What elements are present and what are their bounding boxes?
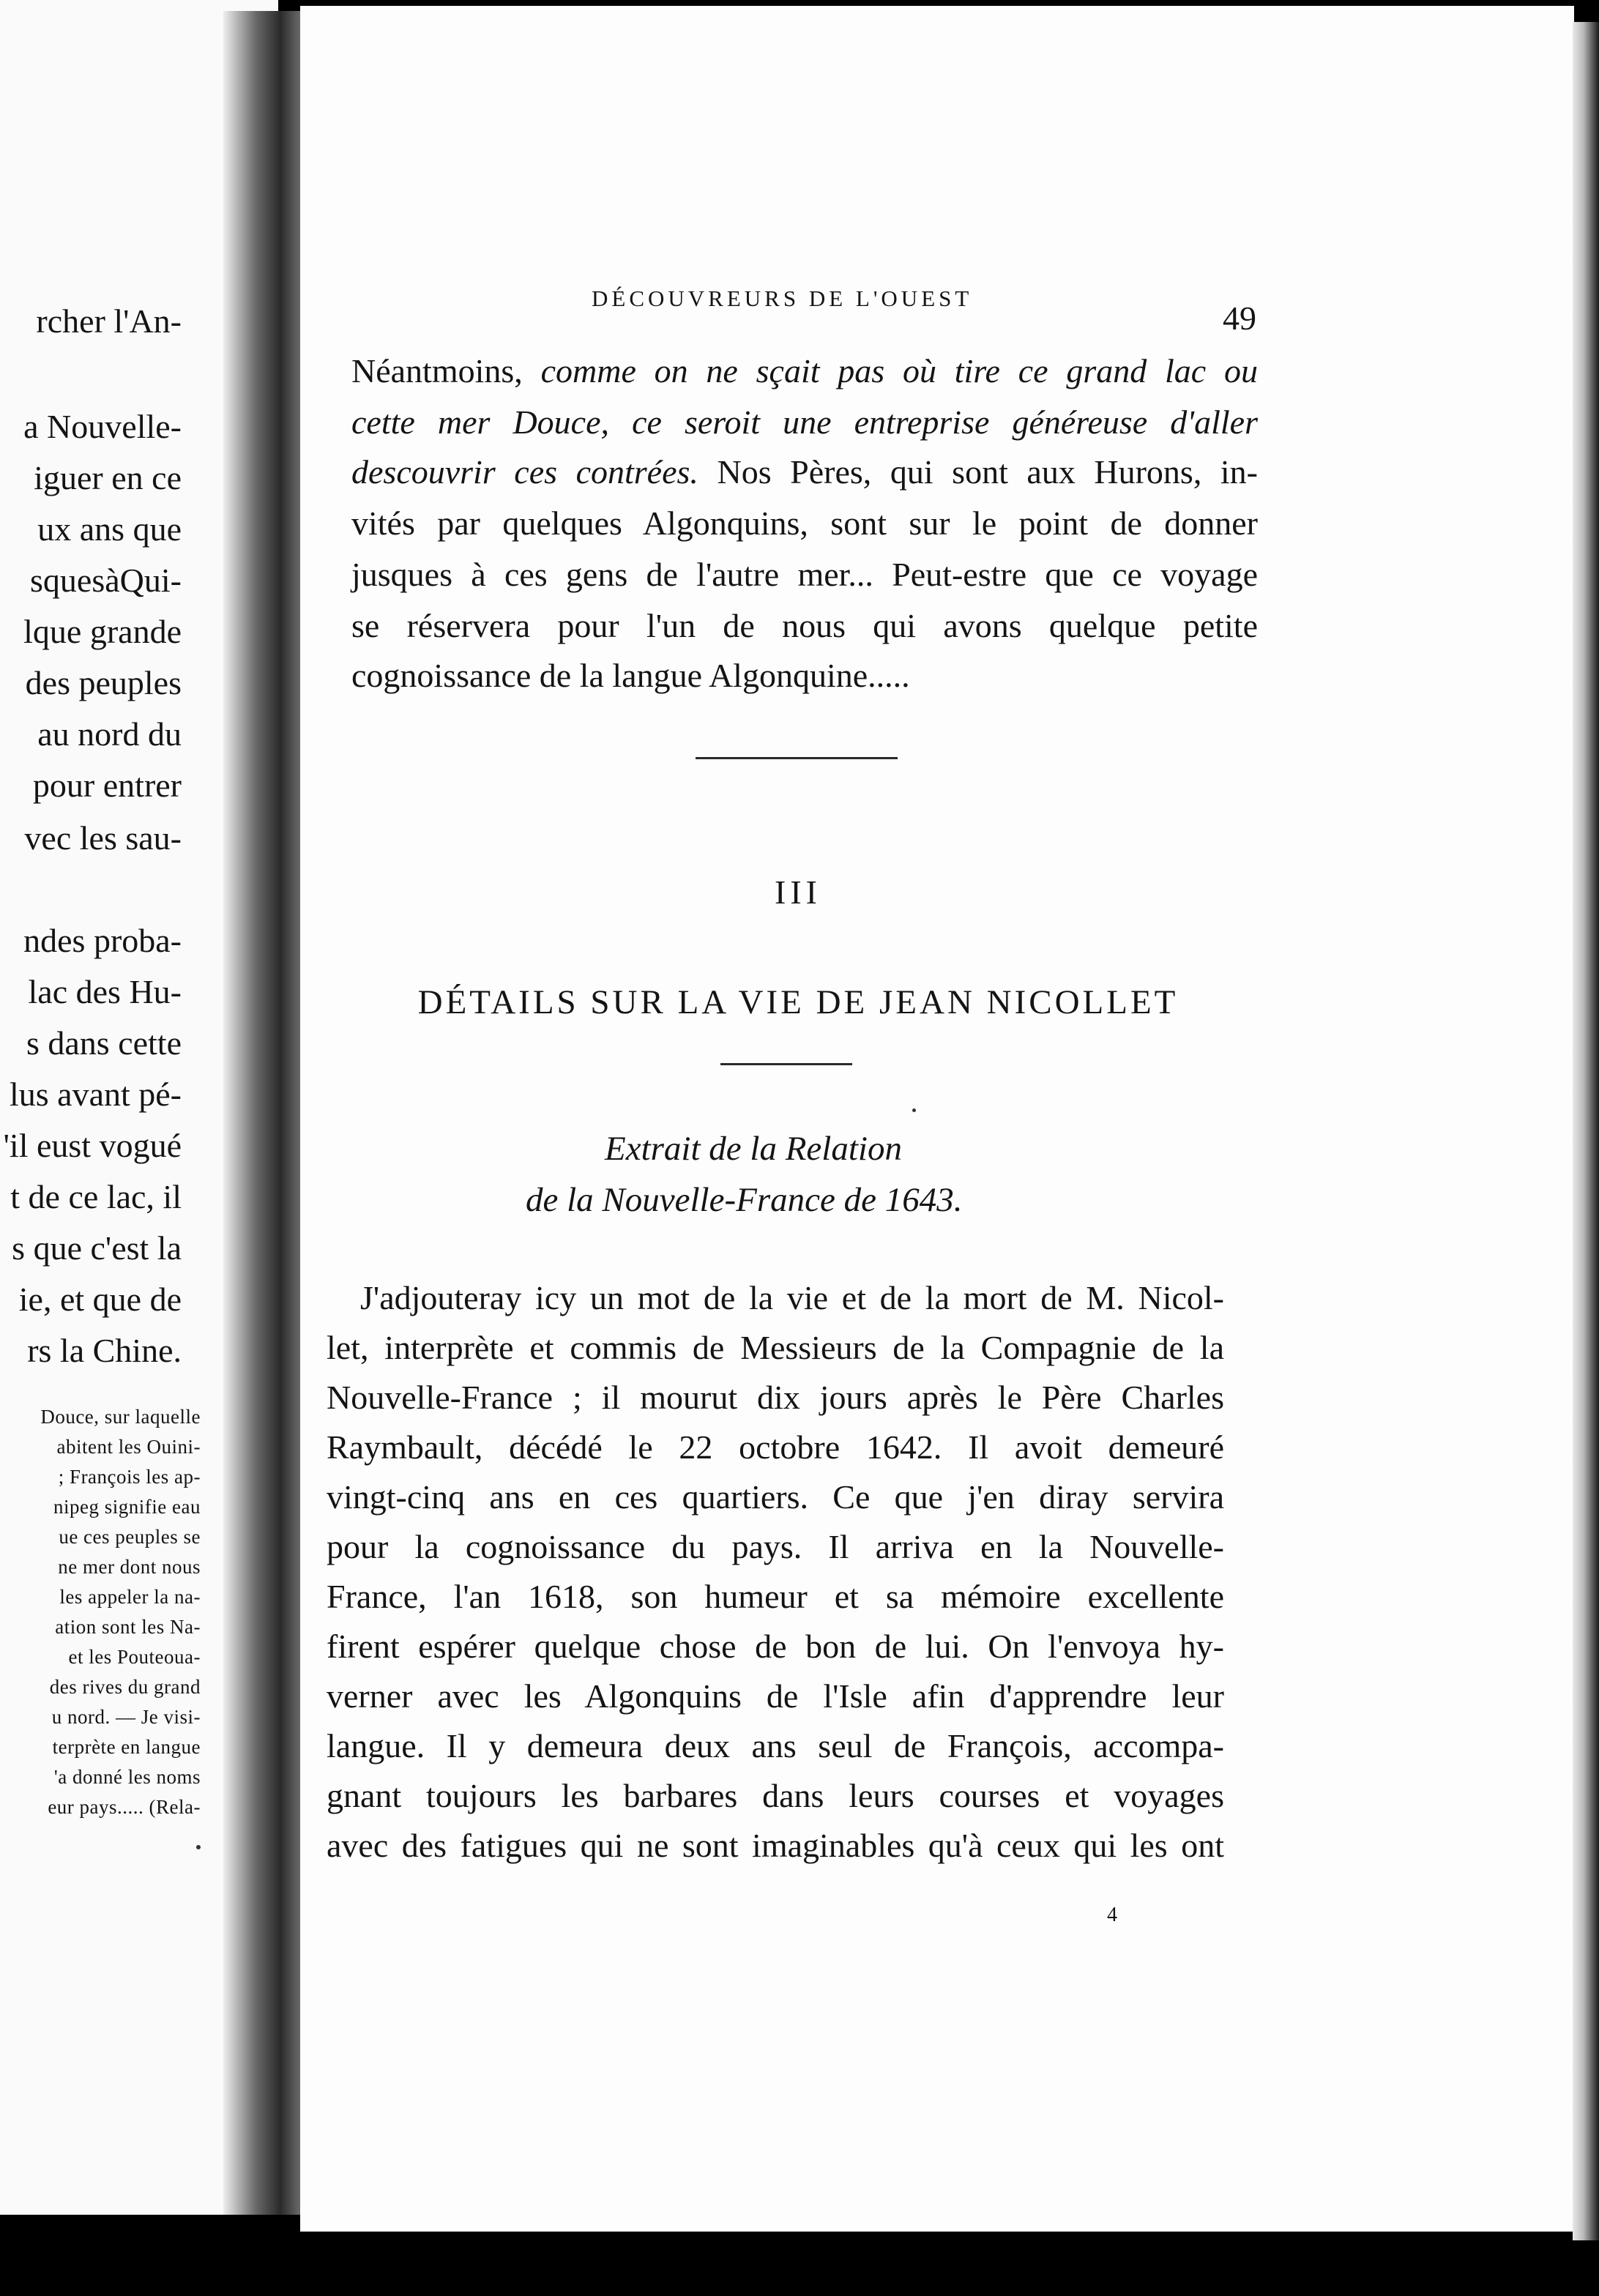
section-title: DÉTAILS SUR LA VIE DE JEAN NICOLLET bbox=[417, 983, 1179, 1021]
left-line: ie, et que de bbox=[18, 1281, 182, 1318]
subtitle-line-1: Extrait de la Relation bbox=[605, 1130, 902, 1168]
section-divider bbox=[696, 757, 898, 759]
left-line: lac des Hu- bbox=[28, 973, 182, 1010]
left-line: au nord du bbox=[37, 715, 182, 753]
left-footnote-line: ue ces peuples se bbox=[59, 1526, 201, 1548]
left-line: pour entrer bbox=[32, 767, 182, 804]
left-line: s que c'est la bbox=[12, 1229, 182, 1267]
page-edge-shadow bbox=[1573, 22, 1599, 2240]
left-line: ux ans que bbox=[37, 510, 182, 548]
left-footnote-line: ation sont les Na- bbox=[55, 1616, 201, 1638]
signature-mark: 4 bbox=[1107, 1904, 1117, 1926]
paragraph-line: Raymbault, décédé le 22 octobre 1642. Il avoit demeuré bbox=[327, 1428, 1224, 1466]
paragraph-line: cognoissance de la langue Algonquine..... bbox=[351, 657, 910, 694]
left-line: lque grande bbox=[23, 613, 182, 650]
right-page bbox=[300, 6, 1574, 2232]
paragraph-line: let, interprète et commis de Messieurs de la Compagnie de la bbox=[327, 1329, 1224, 1366]
title-underline bbox=[720, 1063, 852, 1065]
paragraph-line: vingt-cinq ans en ces quartiers. Ce que j'en diray servira bbox=[327, 1478, 1224, 1516]
left-footnote-line: Douce, sur laquelle bbox=[40, 1406, 201, 1428]
left-footnote-line: les appeler la na- bbox=[59, 1586, 201, 1608]
paragraph-line: avec des fatigues qui ne sont imaginables qu'à ceux qui les ont bbox=[327, 1827, 1224, 1864]
left-line: lus avant pé- bbox=[9, 1076, 182, 1113]
left-footnote-line: u nord. — Je visi- bbox=[51, 1706, 201, 1728]
left-footnote-line: et les Pouteoua- bbox=[68, 1646, 201, 1668]
paragraph-line: Néantmoins, comme on ne sçait pas où tire ce grand lac ou bbox=[351, 352, 1259, 390]
paragraph-line: firent espérer quelque chose de bon de lui. On l'envoya hy- bbox=[327, 1628, 1224, 1665]
paragraph-line: France, l'an 1618, son humeur et sa mémoire excellente bbox=[327, 1578, 1224, 1615]
left-footnote-line: 'a donné les noms bbox=[53, 1766, 201, 1788]
left-footnote-line: nipeg signifie eau bbox=[53, 1496, 201, 1518]
left-line: rs la Chine. bbox=[27, 1332, 182, 1369]
paragraph-line: pour la cognoissance du pays. Il arriva en la Nouvelle- bbox=[327, 1528, 1224, 1565]
left-line: s dans cette bbox=[26, 1024, 182, 1062]
left-line: 'il eust vogué bbox=[3, 1127, 182, 1164]
ink-dot bbox=[196, 1845, 201, 1849]
section-number: III bbox=[775, 873, 821, 911]
left-line: des peuples bbox=[25, 664, 182, 701]
paragraph-line: gnant toujours les barbares dans leurs courses et voyages bbox=[327, 1777, 1224, 1814]
paragraph-line: Nouvelle-France ; il mourut dix jours après le Père Charles bbox=[327, 1379, 1224, 1416]
left-footnote-line: eur pays..... (Rela- bbox=[48, 1796, 201, 1818]
paragraph-line: J'adjouteray icy un mot de la vie et de la mort de M. Nicol- bbox=[360, 1279, 1224, 1316]
page-number: 49 bbox=[1223, 299, 1256, 337]
paragraph-line: langue. Il y demeura deux ans seul de François, accompa- bbox=[327, 1727, 1224, 1764]
left-line: rcher l'An- bbox=[36, 302, 182, 340]
paragraph-line: se réservera pour l'un de nous qui avons quelque petite bbox=[351, 607, 1258, 644]
left-line: vec les sau- bbox=[24, 819, 182, 857]
left-line: t de ce lac, il bbox=[10, 1178, 182, 1215]
left-footnote-line: abitent les Ouini- bbox=[56, 1436, 201, 1458]
paragraph-line: verner avec les Algonquins de l'Isle afin d'apprendre leur bbox=[327, 1677, 1224, 1715]
paragraph-line: vités par quelques Algonquins, sont sur le point de donner bbox=[351, 504, 1258, 542]
left-footnote-line: ; François les ap- bbox=[58, 1466, 201, 1488]
left-line: a Nouvelle- bbox=[23, 408, 182, 445]
left-line: iguer en ce bbox=[34, 459, 182, 496]
paragraph-line: jusques à ces gens de l'autre mer... Peut-estre que ce voyage bbox=[351, 556, 1258, 593]
ink-dot bbox=[912, 1108, 916, 1112]
subtitle-line-2: de la Nouvelle-France de 1643. bbox=[526, 1181, 963, 1219]
left-line: ndes proba- bbox=[23, 922, 182, 959]
left-footnote-line: des rives du grand bbox=[49, 1676, 201, 1698]
paragraph-line: cette mer Douce, ce seroit une entreprise généreuse d'aller bbox=[351, 403, 1258, 441]
running-head: DÉCOUVREURS DE L'OUEST bbox=[592, 286, 973, 311]
left-footnote-line: ne mer dont nous bbox=[58, 1556, 201, 1578]
left-line: squesàQui- bbox=[30, 562, 182, 599]
left-footnote-line: terprète en langue bbox=[52, 1736, 201, 1758]
paragraph-line: descouvrir ces contrées. Nos Pères, qui sont aux Hurons, in- bbox=[351, 453, 1258, 491]
